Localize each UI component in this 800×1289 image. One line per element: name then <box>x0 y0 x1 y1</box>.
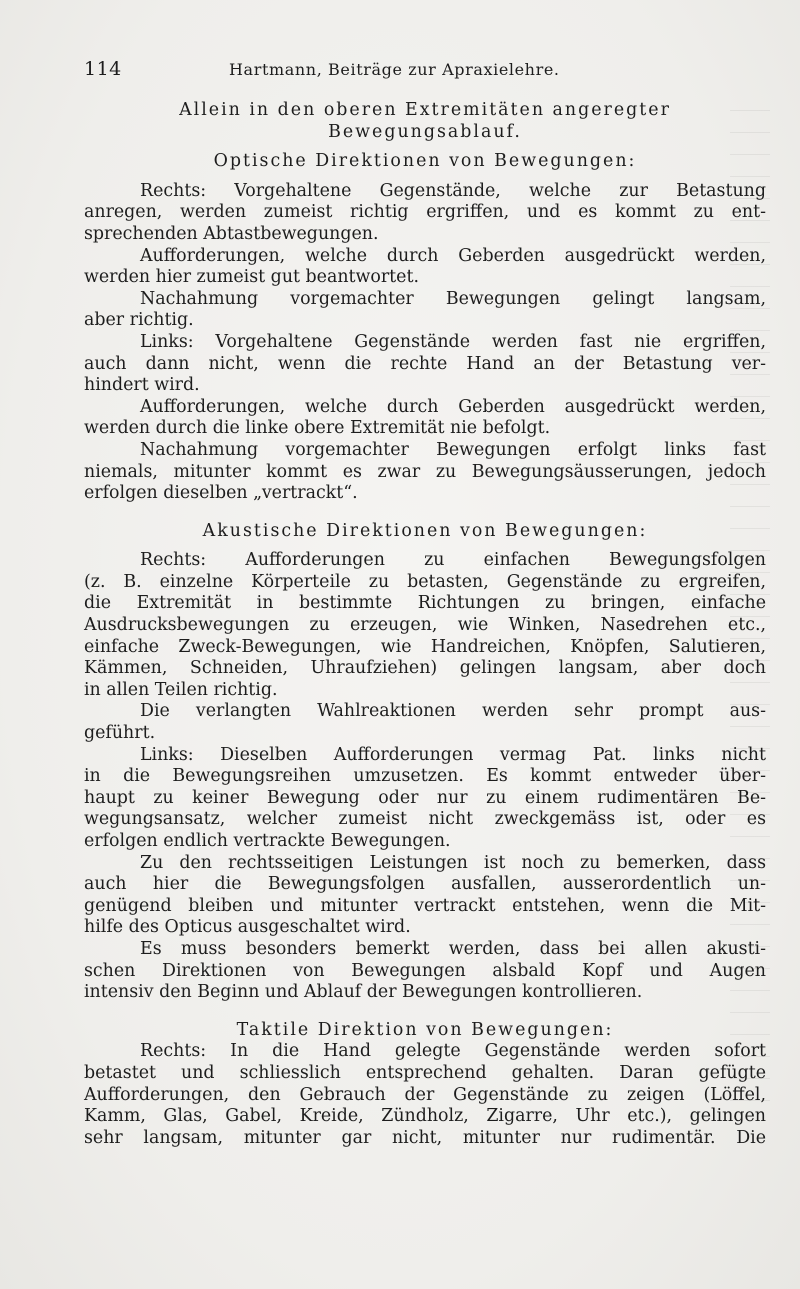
section-heading <box>84 1020 766 1042</box>
text-line: Allein in den oberen Extremitäten angeregter <box>179 100 671 120</box>
text-line: wegungsansatz, welcher zumeist nicht zweckgemäss ist, oder es <box>84 809 766 830</box>
text-line: sprechenden Abtastbewegungen. <box>84 223 379 244</box>
section-heading <box>84 521 766 543</box>
section-heading <box>84 151 766 173</box>
text-line: Nachahmung vorgemachter Bewegungen gelingt langsam, <box>140 288 766 309</box>
text-line: intensiv den Beginn und Ablauf der Bewegungen kontrollieren. <box>84 982 643 1003</box>
text-line: Links: Vorgehaltene Gegenstände werden fast nie ergriffen, <box>140 331 766 352</box>
text-line: Zu den rechtsseitigen Leistungen ist noch zu bemerken, dass <box>140 852 766 873</box>
text-line: betastet und schliesslich entsprechend gehalten. Daran gefügte <box>84 1062 766 1083</box>
text-line: hilfe des Opticus ausgeschaltet wird. <box>84 917 411 938</box>
text-line: in die Bewegungsreihen umzusetzen. Es kommt entweder über- <box>84 766 766 787</box>
text-line: Rechts: Vorgehaltene Gegenstände, welche zur Betastung <box>140 180 766 201</box>
text-line: erfolgen endlich vertrackte Bewegungen. <box>84 831 451 851</box>
text-line: auch dann nicht, wenn die rechte Hand an der Betastung ver- <box>84 353 766 374</box>
paragraph <box>84 853 766 939</box>
text-line: Akustische Direktionen von Bewegungen: <box>202 520 648 541</box>
text-line: Die verlangten Wahlreaktionen werden sehr prompt aus- <box>140 701 766 722</box>
text-line: aber richtig. <box>84 310 194 331</box>
paragraph <box>84 100 766 143</box>
text-line: die Extremität in bestimmte Richtungen zu bringen, einfache <box>84 593 766 614</box>
text-line: Taktile Direktion von Bewegungen: <box>236 1019 614 1040</box>
paragraph <box>84 1041 766 1149</box>
text-line: haupt zu keiner Bewegung oder nur zu einem rudimentären Be- <box>84 787 766 808</box>
text-line: (z. B. einzelne Körperteile zu betasten, Gegenstände zu ergreifen, <box>84 571 766 592</box>
text-line: Rechts: Aufforderungen zu einfachen Bewegungsfolgen <box>140 550 766 571</box>
text-line: Ausdrucksbewegungen zu erzeugen, wie Winken, Nasedrehen etc., <box>84 615 766 636</box>
text-line: werden hier zumeist gut beantwortet. <box>84 267 419 288</box>
paragraph <box>84 701 766 744</box>
text-line: erfolgen dieselben „vertrackt“. <box>84 483 358 504</box>
text-line: schen Direktionen von Bewegungen alsbald Kopf und Augen <box>84 960 766 981</box>
body-text <box>84 100 766 1149</box>
running-head <box>84 58 744 86</box>
text-line: anregen, werden zumeist richtig ergriffen, und es kommt zu ent- <box>84 202 766 223</box>
text-line: in allen Teilen richtig. <box>84 679 278 700</box>
paragraph <box>84 550 766 701</box>
text-line: geführt. <box>84 723 156 744</box>
text-line: einfache Zweck-Bewegungen, wie Handreichen, Knöpfen, Salutieren, <box>84 636 766 657</box>
text-line: Aufforderungen, welche durch Geberden ausgedrückt werden, <box>140 245 766 266</box>
page-number: 114 <box>84 58 122 80</box>
text-line: Nachahmung vorgemachter Bewegungen erfolgt links fast <box>140 439 766 460</box>
text-line: Kamm, Glas, Gabel, Kreide, Zündholz, Zigarre, Uhr etc.), gelingen <box>84 1106 766 1127</box>
paragraph <box>84 246 766 289</box>
paragraph <box>84 440 766 505</box>
text-line: werden durch die linke obere Extremität nie befolgt. <box>84 418 551 439</box>
paragraph <box>84 289 766 332</box>
text-line: hindert wird. <box>84 375 200 396</box>
text-line: niemals, mitunter kommt es zwar zu Bewegungsäusserungen, jedoch <box>84 461 766 482</box>
paragraph <box>84 745 766 853</box>
paragraph <box>84 181 766 246</box>
text-line: Es muss besonders bemerkt werden, dass bei allen akusti- <box>140 938 766 959</box>
paragraph <box>84 397 766 440</box>
text-line: Links: Dieselben Aufforderungen vermag Pat. links nicht <box>140 744 766 765</box>
text-line: Rechts: In die Hand gelegte Gegenstände werden sofort <box>140 1041 766 1062</box>
paragraph <box>84 939 766 1004</box>
text-line: sehr langsam, mitunter gar nicht, mitunter nur rudimentär. Die <box>84 1127 766 1148</box>
text-line: auch hier die Bewegungsfolgen ausfallen, ausserordentlich un- <box>84 874 766 895</box>
text-line: Kämmen, Schneiden, Uhraufziehen) gelingen langsam, aber doch <box>84 658 766 679</box>
text-line: Bewegungsablauf. <box>328 121 522 142</box>
text-line: genügend bleiben und mitunter vertrackt entstehen, wenn die Mit- <box>84 895 766 916</box>
text-line: Aufforderungen, den Gebrauch der Gegenstände zu zeigen (Löffel, <box>84 1084 766 1105</box>
paragraph <box>84 332 766 397</box>
running-title: Hartmann, Beiträge zur Apraxielehre. <box>229 60 560 79</box>
text-line: Optische Direktionen von Bewegungen: <box>213 151 637 172</box>
text-line: Aufforderungen, welche durch Geberden ausgedrückt werden, <box>140 396 766 417</box>
